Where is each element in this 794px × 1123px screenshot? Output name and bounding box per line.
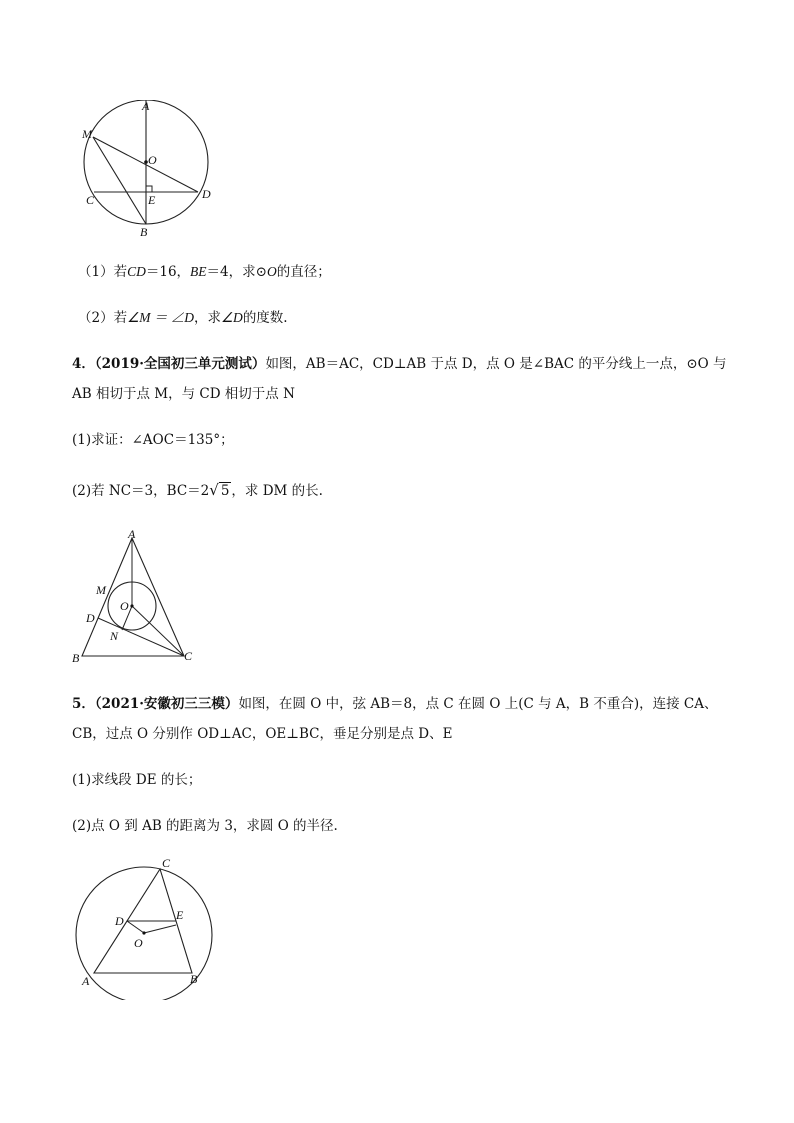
- label-d: D: [86, 611, 95, 625]
- label-o: O: [134, 936, 143, 950]
- q4-part2: (2)若 NC＝3，BC＝2√ 5 ，求 DM 的长.: [72, 481, 323, 499]
- segment-oe: [144, 925, 176, 933]
- q3-part1: （1）若CD＝16，BE＝4，求⊙O的直径；: [78, 264, 331, 280]
- label-c: C: [86, 193, 95, 207]
- triangle-abc: [82, 538, 184, 656]
- q3-part2: （2）若∠M ＝ ∠D，求∠D的度数.: [78, 310, 288, 326]
- q4-part1: (1)求证：∠AOC＝135°；: [72, 432, 234, 448]
- label-m: M: [96, 583, 106, 597]
- label-c: C: [162, 856, 171, 870]
- label-m: M: [82, 127, 92, 141]
- q5-stem-line1: 5．（2021·安徽初三三模）如图，在圆 O 中，弦 AB＝8，点 C 在圆 O 上(C 与 A，B 不重合)，连接 CA、: [72, 696, 718, 712]
- label-c: C: [184, 649, 193, 663]
- label-d: D: [115, 914, 124, 928]
- segment-od: [127, 921, 144, 933]
- q4-stem-line1: 4．（2019·全国初三单元测试）如图，AB＝AC，CD⊥AB 于点 D，点 O 是∠BAC 的平分线上一点，⊙O 与: [72, 356, 727, 372]
- label-o: O: [148, 153, 157, 167]
- label-d: D: [202, 187, 211, 201]
- label-e: E: [176, 908, 184, 922]
- figure-circle-chord: [80, 100, 240, 240]
- label-a: A: [128, 528, 136, 541]
- sqrt-symbol: √: [209, 481, 219, 499]
- label-e: E: [148, 193, 156, 207]
- label-b: B: [140, 225, 148, 239]
- label-o: O: [120, 599, 129, 613]
- q5-part1: (1)求线段 DE 的长；: [72, 772, 202, 788]
- label-b: B: [190, 972, 198, 986]
- center-dot: [142, 931, 145, 934]
- chord-mb: [93, 137, 146, 224]
- label-a: A: [142, 100, 150, 113]
- right-angle-mark: [146, 186, 152, 192]
- figure-circle-triangle: [72, 855, 222, 1000]
- q4-stem-line2: AB 相切于点 M，与 CD 相切于点 N: [72, 386, 295, 402]
- q5-part2: (2)点 O 到 AB 的距离为 3，求圆 O 的半径.: [72, 818, 338, 834]
- label-b: B: [72, 651, 80, 665]
- label-n: N: [110, 629, 119, 643]
- label-a: A: [82, 974, 90, 988]
- center-dot: [130, 604, 133, 607]
- q5-stem-line2: CB，过点 O 分别作 OD⊥AC，OE⊥BC，垂足分别是点 D、E: [72, 726, 453, 742]
- segment-oc: [132, 606, 184, 656]
- figure-triangle-circle: [70, 528, 200, 668]
